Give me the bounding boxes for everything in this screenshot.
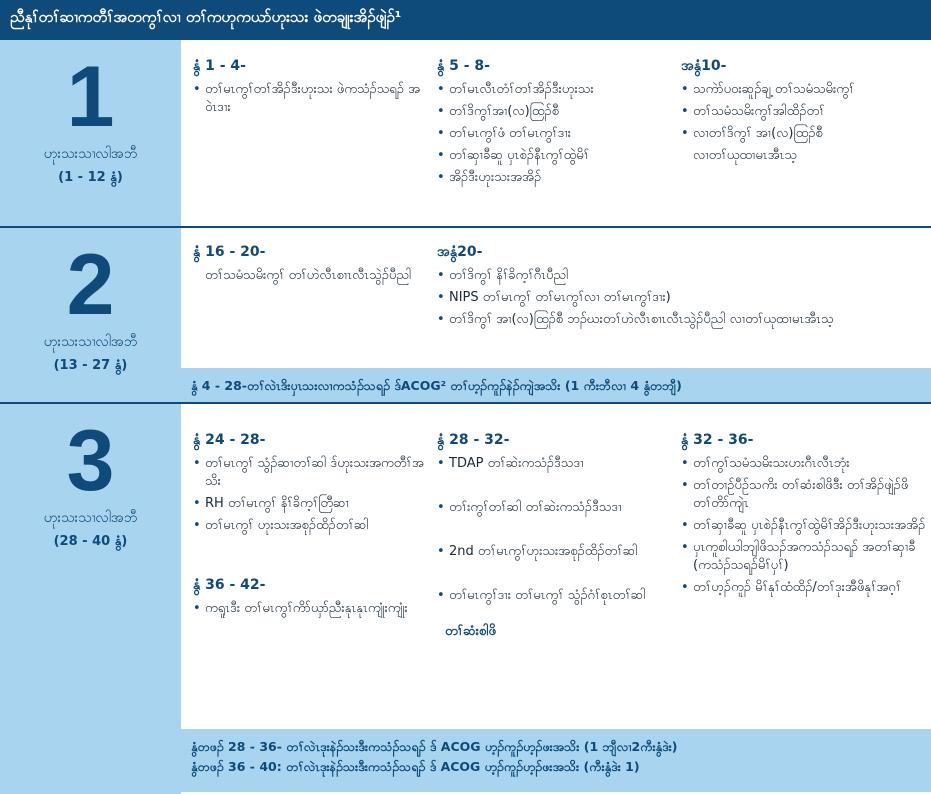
list-item: • ကရူၤဒီး တၢ်မၤကွၢ်ကိာ်ယှာ်ညီးနုၤနုၤကျုံးကျုံး (193, 600, 429, 618)
trimester-label: ဟုးသးသၢလါအဘီ (43, 334, 138, 350)
prenatal-visit-note (181, 368, 931, 402)
column-header: နွံ 24 - 28- (193, 432, 266, 448)
list-item: • အိၣ်ဒီးဟုးသးအအိၣ် (437, 169, 673, 187)
column-header: နွံ 1 - 4- (193, 58, 246, 74)
weeks-16-20-column (193, 242, 429, 362)
column-header: အနွံ10- (681, 58, 727, 74)
column-header: နွံ 28 - 32- (437, 432, 510, 448)
list-item: • တၢ်ဒိကွၢ် နိၢ်ခိက့ၢ်ဂီၤပီညါ (437, 267, 927, 285)
column-header: နွံ 32 - 36- (681, 432, 754, 448)
trimester-2-label-panel (0, 228, 181, 402)
list-item: • 2nd တၢ်မၤကွၢ်ဟုးသးအစုၣ်ထိၣ်တၢ်ဆါ (437, 543, 673, 561)
weeks-28-32-column (437, 430, 673, 726)
trimester-number: 1 (66, 49, 115, 145)
list-item: • တၢ်ကွၢ်သမံသမိးသးဟးဂီၤလီၤဘုံး (681, 455, 927, 473)
weeks-24-28-column (193, 430, 429, 726)
list-item: • NIPS တၢ်မၤကွၢ် တၢ်မၤကွၢ်လၢ တၢ်မၤကွၢ်ဒၢး) (437, 289, 927, 307)
column-header: နွံ 5 - 8- (437, 58, 490, 74)
list-item: • လၢတၢ်ဒိကွၢ် အၢ(လ)ထြၣ်စီ (681, 125, 927, 143)
list-item: • တၢ်းကွၢ်တၢ်ဆါ တၢ်ဆဲးကသံၣ်ဒီသဒၢ (437, 499, 673, 517)
list-item: • တၢ်မၤကွၢ်တၢ်အိၣ်ဒီးဟုးသး ဖဲကသံၣ်သရၣ် အဝဲၤဒၢး (193, 81, 423, 117)
trimester-week-range: (28 - 40 နွံ) (53, 534, 128, 549)
list-item: • တၢ်ဒိကွၢ် အၢ(လ)ထြၣ်စီ ဘၣ်ဃးတၢ်ဟဲလီၤစၢၤလီၤသွဲၣ်ပီညါ လၢတၢ်ယုထၢမၤအီၤသ့ (437, 311, 927, 329)
note-line: နွံတဖၣ် 36 - 40: တၢ်လဲၤဒုးနဲၣ်သးဒီးကသံၣ်သရၣ် ဒ် ACOG ဟ့ၣ်ကူၣ်ဟ့ၣ်ဖးအသိး (ကီးနွံဒဲး 1) (191, 759, 640, 774)
trimester-3-row (0, 404, 931, 794)
trimester-week-range: (13 - 27 နွံ) (53, 358, 128, 373)
list-item: • တၢ်မၤကွၢ် သွံၣ်ဆၢတၢ်ဆါ ဒ်ဟုးသးအကတီၢ်အသိး (193, 455, 429, 491)
weeks-1-4-column (193, 56, 423, 226)
list-item: • တၢ်မၤကွၢ်ဖံ တၢ်မၤကွၢ်ဒၢး (437, 125, 673, 143)
week-10-column (681, 56, 927, 226)
weeks-5-8-column (437, 56, 673, 226)
list-item: လၢတၢ်ယုထၢမၤအီၤသ့ (693, 148, 797, 163)
trimester-label: ဟုးသးသၢလါအဘီ (43, 146, 138, 162)
list-item: • သကဲာ်ပဝးဆူၣ်ချ့ တၢ်သမံသမိးကွၢ် (681, 81, 927, 99)
trimester-week-range: (1 - 12 နွံ) (58, 170, 123, 185)
list-item: • တၢ်ဆှၢခီဆူ ပှၤစဲၣ်နီၤကွၢ်ထွဲမိၢ် (437, 147, 673, 165)
list-item: • တၢ်မၤကွၢ် ဟုးသးအစုၣ်ထိၣ်တၢ်ဆါ (193, 517, 429, 535)
list-item: • တၢ်ဟ့ၣ်ကူၣ် မိၢ်နုၢ်ထံထိၣ်/တၢ်ဒုးအီဖိနုၢ်အဂ့ၢ် (681, 579, 927, 597)
trimester-1-row (0, 40, 931, 228)
trimester-number: 3 (66, 413, 115, 509)
column-header: နွံ 16 - 20- (193, 244, 266, 260)
list-item: • TDAP တၢ်ဆဲးကသံၣ်ဒီသဒၢ (437, 455, 673, 473)
weeks-32-36-column (681, 430, 927, 726)
list-item: • တၢ်သမံသမိးကွၢ်အါထိၣ်တၢ် (681, 103, 927, 121)
list-item: • ပှၤကူစါယါဘျါဖိသၣ်အကသံၣ်သရၣ် အတၢ်ဆှၢခီ (ကသံၣ်သရၣ်မိၢ်ပှၢ်) (681, 539, 927, 575)
list-item: • တၢ်မၤလီၤတံၢ်တၢ်အိၣ်ဒီးဟုးသး (437, 81, 673, 99)
trimester-2-row (0, 228, 931, 404)
list-item: • တၢ်ဒိကွၢ်အၢ(လ)ထြၣ်စီ (437, 103, 673, 121)
list-item: • တၢ်ဆှၢခီဆူ ပှၤစဲၣ်နီၤကွၢ်ထွဲမိၢ်အိၣ်ဒီးဟုးသးအအိၣ် (681, 517, 927, 535)
trimester-label: ဟုးသးသၢလါအဘီ (43, 510, 138, 526)
trimester-3-label-panel (0, 404, 181, 794)
list-item: • တၢ်တၢဉ်ပီဉ်သကိး တၢ်ဆံးစါဖိဒီး တၢ်အိၣ်ဖျဲၣ်ဖိ တၢ်တိာ်ကျဲၤ (681, 477, 927, 513)
note-line: နွံ 4 - 28-တၢ်လဲၤဒိးပှၤသးလၢကသံၣ်သရၣ် ဒ်ACOG² တၢ်ဟ့ၣ်ကူၣ်နဲၣ်ကျဲအသိး (1 ကီးဘီလၢ 4 နွံတဘျီ) (191, 378, 682, 393)
note-line: နွံတဖၣ် 28 - 36- တၢ်လဲၤဒုးနဲၣ်သးဒီးကသံၣ်သရၣ် ဒ် ACOG ဟ့ၣ်ကူၣ်ဟ့ၣ်ဖးအသိး (1 ဘျီလၢ2ကီးနွံဒဲး) (191, 739, 678, 754)
page-title: ညီနုၢ်တၢ်ဆၢကတီၢ်အတကွၢ်လၢ တၢ်ကဟုကယာ်ဟုးသး ဖဲတချုးအိၣ်ဖျဲၣ်¹ (0, 0, 931, 40)
week-20-column (437, 242, 927, 362)
column-header: အနွံ20- (437, 244, 483, 260)
column-subheader: နွံ 36 - 42- (193, 577, 266, 593)
trimester-number: 2 (66, 237, 115, 333)
list-item: • တၢ်မၤကွၢ်ဒၢး တၢ်မၤကွၢ် သွံၣ်ဂံၢ်စုၤတၢ်ဆါ (437, 587, 673, 605)
list-item: • RH တၢ်မၤကွၢ် နိၢ်ခိက့ၢ်တြီဆၢ (193, 495, 429, 513)
prenatal-visit-note (181, 729, 931, 792)
column-footer: တၢ်ဆံးစါဖိ (445, 624, 496, 639)
trimester-1-label-panel (0, 40, 181, 226)
column-text: တၢ်သမံသမိးကွၢ် တၢ်ဟဲလီၤစၢၤလီၤသွဲၣ်ပီညါ (205, 268, 412, 283)
